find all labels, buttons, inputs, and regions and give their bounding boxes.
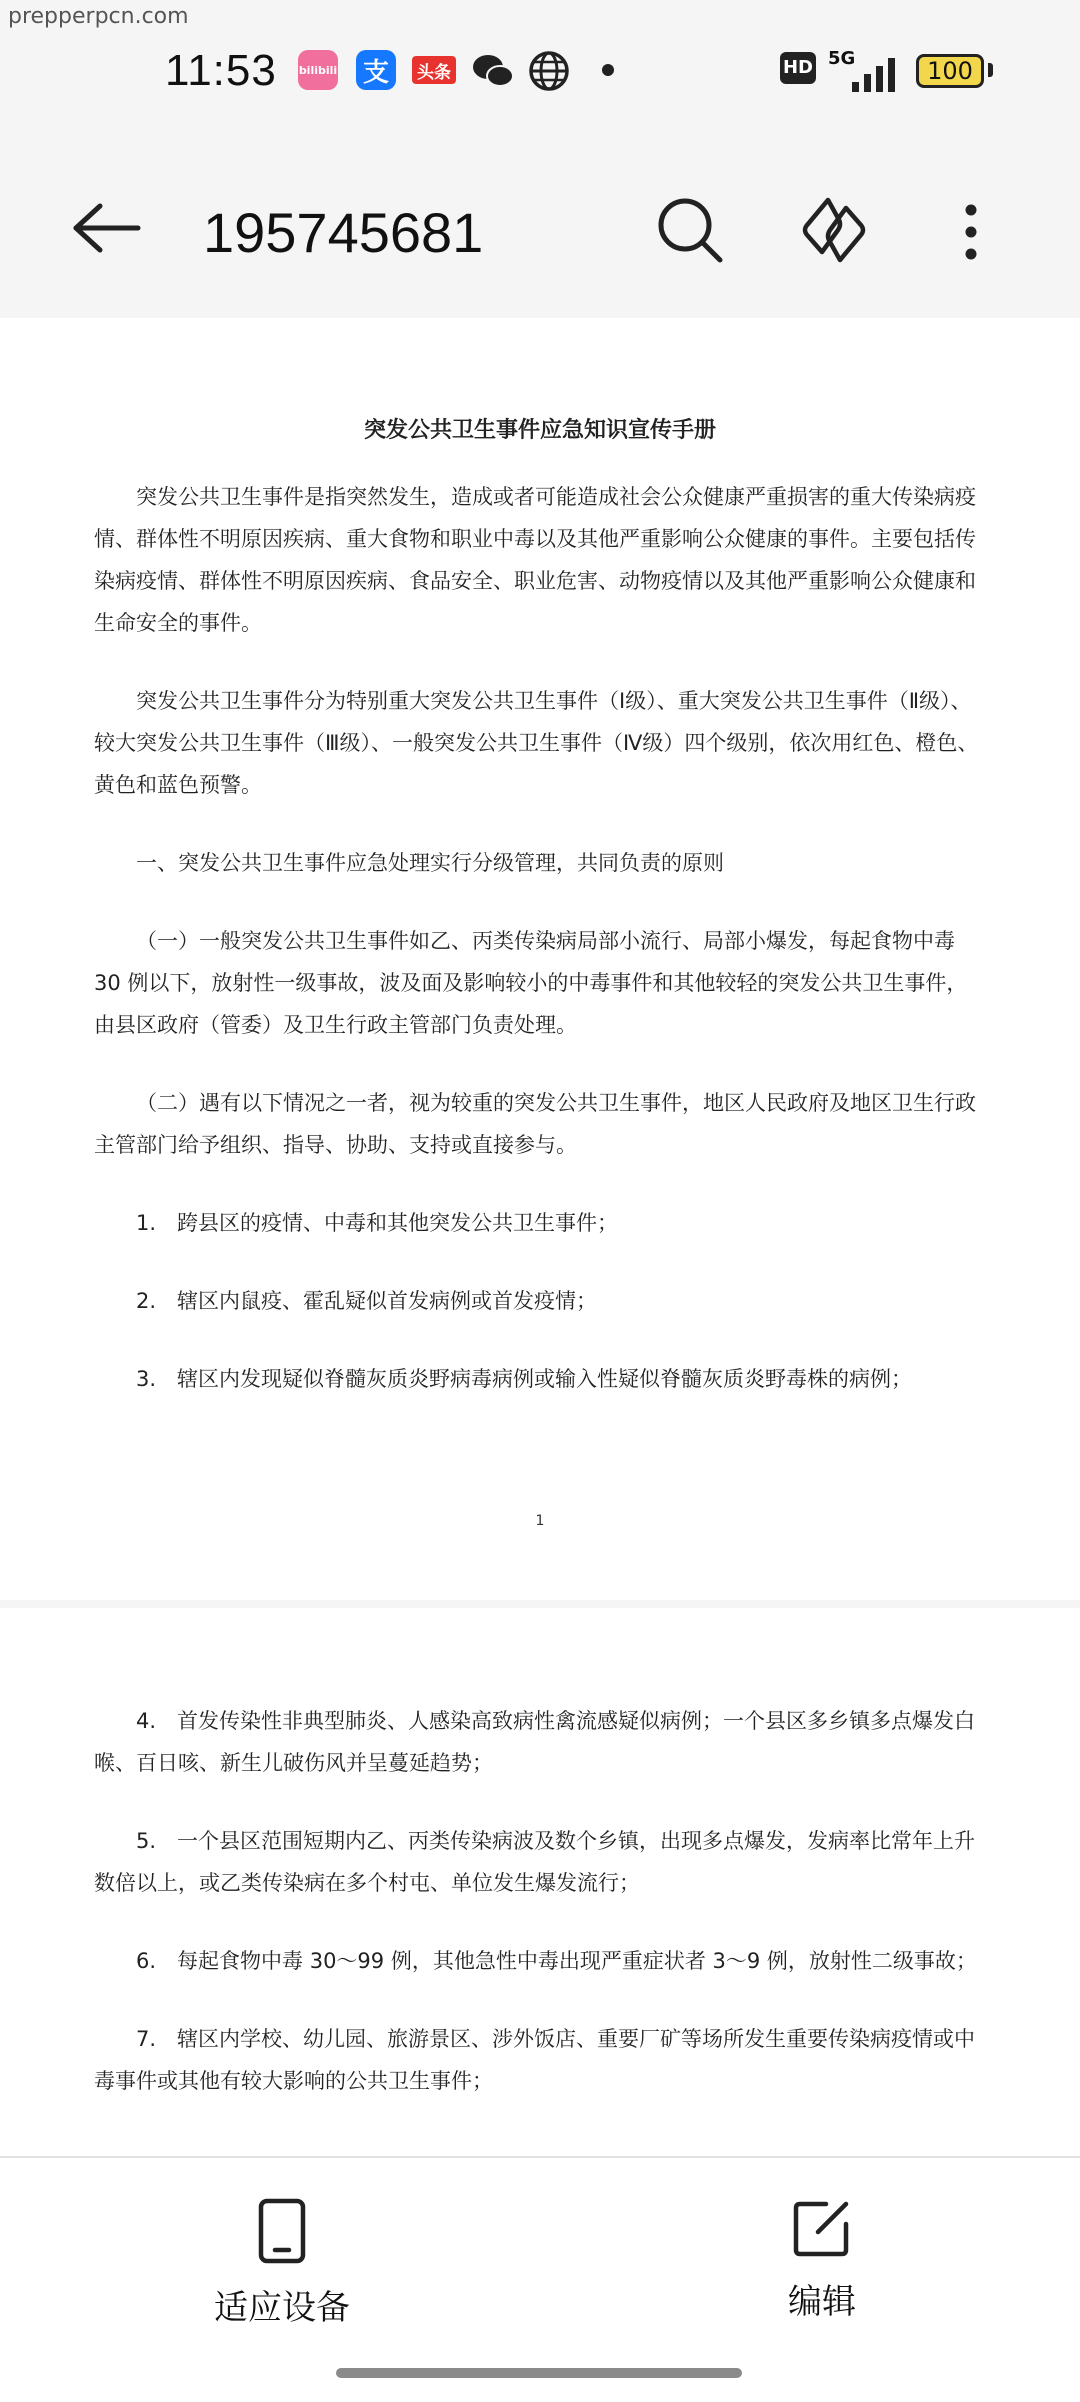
- alipay-icon: 支: [356, 50, 396, 90]
- wechat-icon: [472, 52, 514, 90]
- signal-icon: [852, 58, 900, 92]
- globe-icon: [528, 50, 570, 92]
- subsection-2: （二）遇有以下情况之一者，视为较重的突发公共卫生事件，地区人民政府及地区卫生行政主管部门给予组织、指导、协助、支持或直接参与。: [94, 1091, 976, 1157]
- list-item: 3. 辖区内发现疑似脊髓灰质炎野病毒病例或输入性疑似脊髓灰质炎野毒株的病例；: [136, 1367, 913, 1391]
- wps-ai-icon[interactable]: [798, 194, 870, 266]
- page-number: 1: [535, 1513, 545, 1529]
- section-heading-1: 一、突发公共卫生事件应急处理实行分级管理，共同负责的原则: [136, 851, 724, 875]
- list-item: 6. 每起食物中毒 30～99 例，其他急性中毒出现严重症状者 3～9 例，放射性二级事故；: [136, 1949, 977, 1973]
- bilibili-icon: bilibili: [298, 50, 338, 90]
- doc-heading: 突发公共卫生事件应急知识宣传手册: [363, 418, 716, 443]
- edit-label: 编辑: [788, 2282, 856, 2322]
- home-indicator[interactable]: [336, 2368, 742, 2378]
- notification-dot-icon: [602, 64, 614, 76]
- edit-icon: [792, 2198, 852, 2258]
- clock: 11:53: [165, 46, 277, 95]
- top-app-bar: [0, 140, 1080, 318]
- paragraph-definition: 突发公共卫生事件是指突然发生，造成或者可能造成社会公众健康严重损害的重大传染病疫情、群体性不明原因疾病、重大食物和职业中毒以及其他严重影响公众健康的事件。主要包括传染病疫情、群体性不明原因疾病、食品安全、职业危害、动物疫情以及其他严重影响公众健康和生命安全的事件。: [94, 485, 976, 635]
- phone-icon: [258, 2198, 306, 2264]
- list-item: 2. 辖区内鼠疫、霍乱疑似首发病例或首发疫情；: [136, 1289, 598, 1313]
- subsection-1: （一）一般突发公共卫生事件如乙、丙类传染病局部小流行、局部小爆发，每起食物中毒 30 例以下，放射性一级事故，波及面及影响较小的中毒事件和其他较轻的突发公共卫生事件，由县区政府（管委）及卫生行政主管部门负责处理。: [94, 929, 968, 1037]
- list-item: 5. 一个县区范围短期内乙、丙类传染病波及数个乡镇，出现多点爆发，发病率比常年上升数倍以上，或乙类传染病在多个村屯、单位发生爆发流行；: [94, 1829, 976, 1895]
- document-page-2[interactable]: [0, 1608, 1080, 2156]
- document-title: 195745681: [203, 201, 484, 264]
- bottom-toolbar: [0, 2156, 1080, 2402]
- fit-device-label: 适应设备: [214, 2288, 350, 2328]
- status-bar: [0, 0, 1080, 140]
- toutiao-icon: 头条: [412, 56, 456, 84]
- fit-device-button[interactable]: [162, 2198, 402, 2329]
- back-arrow-icon[interactable]: [72, 202, 142, 254]
- document-page-1[interactable]: [0, 318, 1080, 1600]
- search-icon[interactable]: [656, 196, 724, 264]
- list-item: 7. 辖区内学校、幼儿园、旅游景区、涉外饭店、重要厂矿等场所发生重要传染病疫情或中毒事件或其他有较大影响的公共卫生事件；: [94, 2027, 976, 2093]
- more-vertical-icon[interactable]: [956, 202, 986, 262]
- paragraph-levels: 突发公共卫生事件分为特别重大突发公共卫生事件（Ⅰ级）、重大突发公共卫生事件（Ⅱ级）、较大突发公共卫生事件（Ⅲ级）、一般突发公共卫生事件（Ⅳ级）四个级别，依次用红色、橙色、黄色和蓝色预警。: [94, 689, 979, 797]
- list-item: 4. 首发传染性非典型肺炎、人感染高致病性禽流感疑似病例；一个县区多乡镇多点爆发白喉、百日咳、新生儿破伤风并呈蔓延趋势；: [94, 1709, 976, 1775]
- page-top-margin: [94, 1608, 986, 1700]
- network-type: 5G: [828, 48, 856, 69]
- hd-badge: HD: [780, 52, 816, 84]
- edit-button[interactable]: [702, 2198, 942, 2323]
- battery-icon: 100: [916, 54, 984, 88]
- battery-tip: [988, 63, 993, 77]
- watermark: prepperpcn.com: [8, 4, 189, 29]
- list-item: 1. 跨县区的疫情、中毒和其他突发公共卫生事件；: [136, 1211, 619, 1235]
